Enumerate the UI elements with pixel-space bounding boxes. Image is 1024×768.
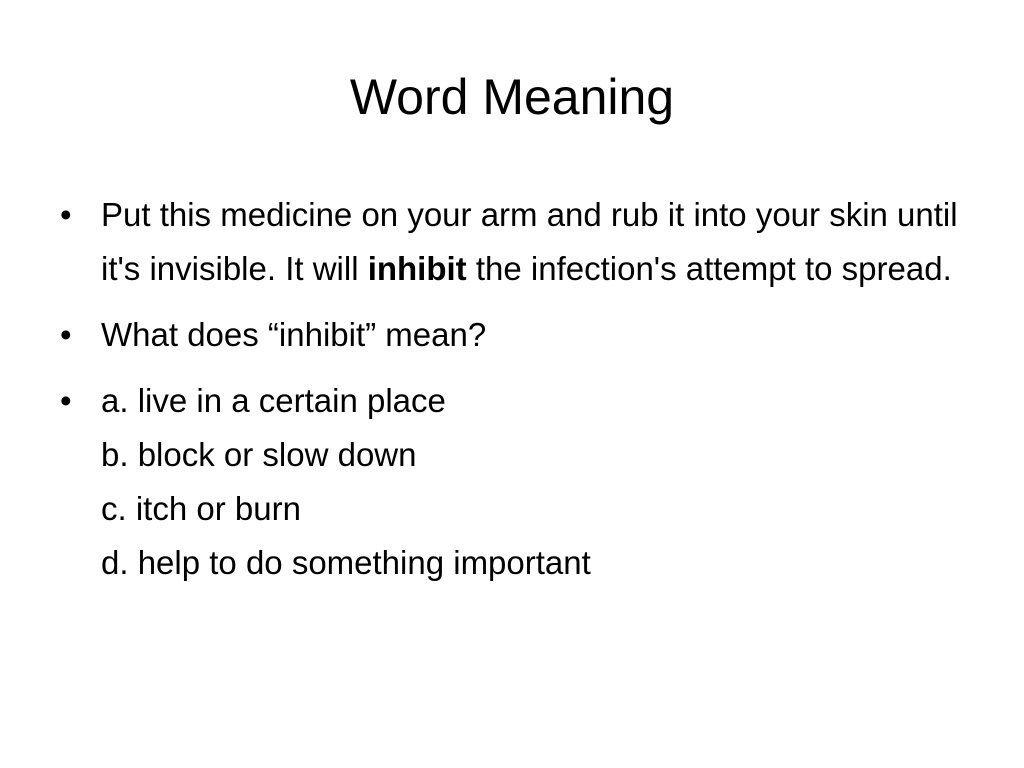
bullet-item-sentence	[60, 188, 960, 296]
question-text: What does “inhibit” mean?	[101, 316, 487, 353]
option-b: b. block or slow down	[101, 436, 417, 473]
bullet-item-question	[60, 308, 960, 362]
bullet-item-options	[60, 374, 960, 590]
bullet-icon: •	[60, 196, 72, 233]
option-c: c. itch or burn	[101, 490, 301, 527]
answer-options	[101, 374, 960, 590]
bullet-icon: •	[60, 316, 72, 353]
bullet-list	[60, 188, 960, 602]
slide-title: Word Meaning	[349, 69, 675, 125]
bullet-icon: •	[60, 382, 72, 419]
sentence-after: the infection's attempt to spread.	[466, 250, 952, 287]
sentence-before: Put this medicine on your arm and rub it into your skin until it's invisible. It will	[101, 196, 958, 287]
target-word: inhibit	[367, 250, 467, 287]
sentence-text	[101, 188, 960, 296]
option-a: a. live in a certain place	[101, 382, 446, 419]
option-d: d. help to do something important	[101, 544, 591, 581]
